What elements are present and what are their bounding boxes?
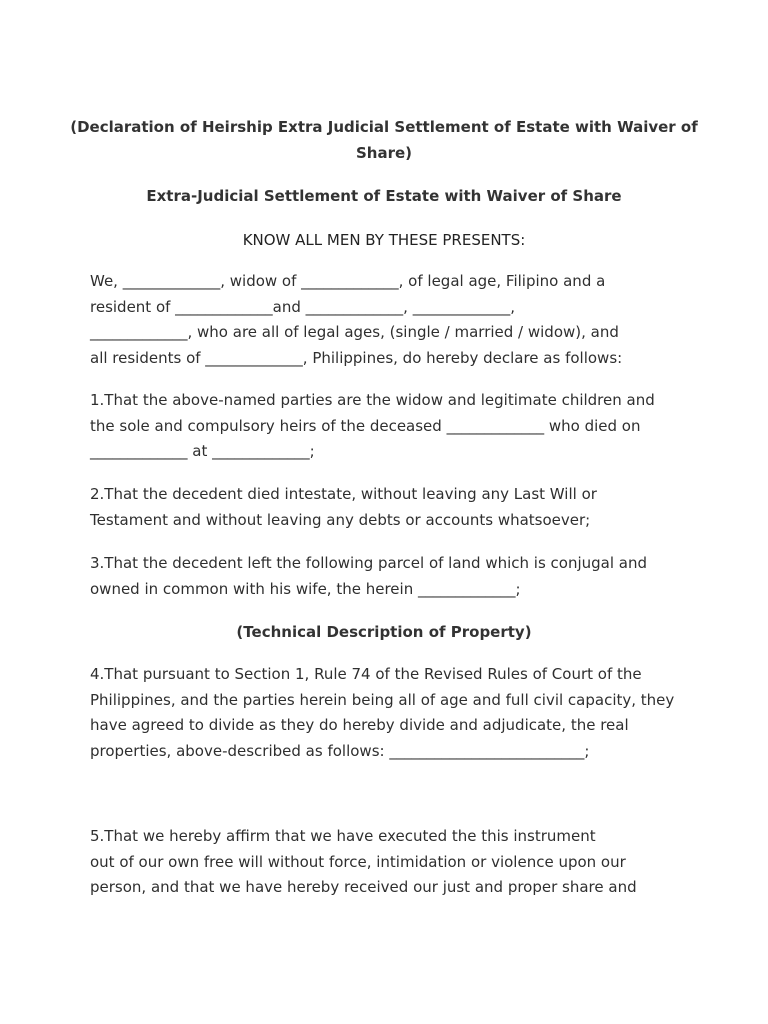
paragraph-line: _____________ at _____________;	[90, 442, 315, 460]
paragraph-item-3	[90, 551, 690, 602]
paragraph-line: the sole and compulsory heirs of the deceased _____________ who died on	[90, 416, 641, 435]
paragraph-line: 3.That the decedent left the following parcel of land which is conjugal and	[90, 554, 648, 572]
paragraph-item-2	[90, 482, 690, 533]
paragraph-parties	[90, 269, 690, 371]
paragraph-line: We, _____________, widow of _____________, of legal age, Filipino and a	[90, 272, 606, 290]
paragraph-line: have agreed to divide as they do hereby divide and adjudicate, the real	[90, 716, 629, 734]
paragraph-item-4	[90, 662, 690, 764]
paragraph-line: person, and that we have hereby received our just and proper share and	[90, 878, 637, 896]
paragraph-line: out of our own free will without force, intimidation or violence upon our	[90, 852, 626, 871]
paragraph-line: 4.That pursuant to Section 1, Rule 74 of the Revised Rules of Court of the	[90, 665, 642, 683]
document-title	[60, 114, 708, 166]
paragraph-line: 5.That we hereby affirm that we have executed the this instrument	[90, 827, 596, 845]
paragraph-line: properties, above-described as follows: __________________________;	[90, 741, 590, 760]
paragraph-line: owned in common with his wife, the herein _____________;	[90, 579, 521, 598]
paragraph-item-5	[90, 824, 690, 901]
document-subtitle: Extra-Judicial Settlement of Estate with Waiver of Share	[146, 187, 622, 205]
paragraph-line: 2.That the decedent died intestate, without leaving any Last Will or	[90, 485, 597, 503]
paragraph-line: 1.That the above-named parties are the widow and legitimate children and	[90, 391, 655, 409]
paragraph-line: _____________, who are all of legal ages, (single / married / widow), and	[90, 323, 619, 341]
paragraph-line: Philippines, and the parties herein being all of age and full civil capacity, they	[90, 690, 675, 709]
paragraph-line: resident of _____________and _____________, _____________,	[90, 297, 515, 316]
know-all-men-heading: KNOW ALL MEN BY THESE PRESENTS:	[242, 231, 526, 249]
technical-description-heading: (Technical Description of Property)	[236, 623, 532, 641]
document-title-text: (Declaration of Heirship Extra Judicial Settlement of Estate with Waiver of Share)	[70, 118, 698, 162]
paragraph-line: all residents of _____________, Philippines, do hereby declare as follows:	[90, 348, 623, 367]
paragraph-line: Testament and without leaving any debts or accounts whatsoever;	[90, 510, 591, 529]
paragraph-item-1	[90, 388, 690, 465]
